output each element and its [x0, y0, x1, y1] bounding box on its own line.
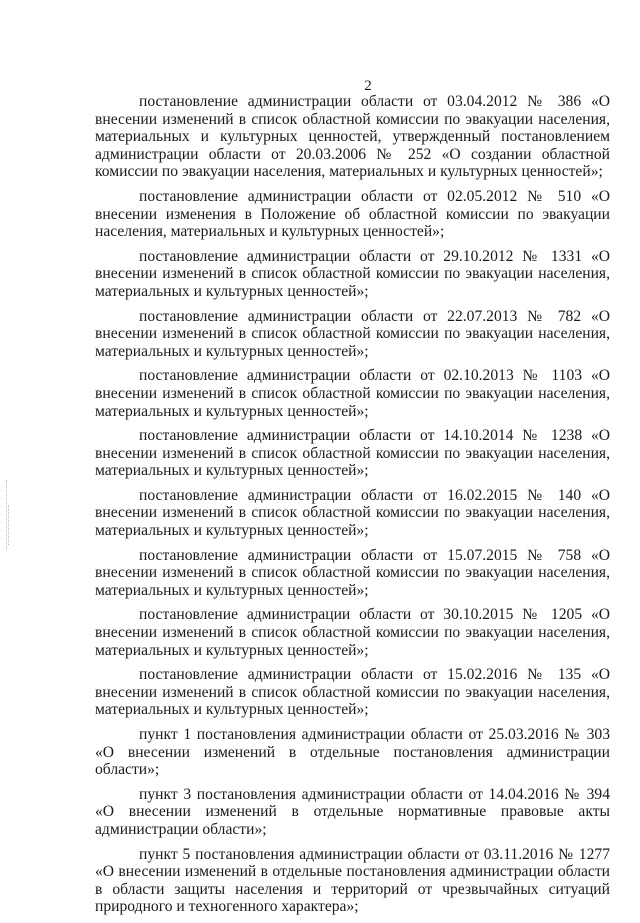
paragraph-resolution-1238: постановление администрации области от 14.10.2014 № 1238 «О внесении изменений в список областной комиссии по эвакуации населения, материальных и культурных ценностей»; [95, 427, 610, 480]
paragraph-resolution-140: постановление администрации области от 16.02.2015 № 140 «О внесении изменений в список областной комиссии по эвакуации населения, материальных и культурных ценностей»; [95, 486, 610, 540]
paragraph-resolution-510: постановление администрации области от 02.05.2012 № 510 «О внесении изменения в Положение об областной комиссии по эвакуации населения, материальных и культурных ценностей»; [95, 187, 610, 241]
page-number: 2 [364, 78, 372, 94]
paragraph-item-5-resolution-1277: пункт 5 постановления администрации области от 03.11.2016 № 1277 «О внесении изменений в отдельные постановления администрации области в области защиты населения и территорий от чрезвычайных ситуаций природного и техногенного характера»; [95, 845, 610, 916]
paragraph-resolution-135: постановление администрации области от 15.02.2016 № 135 «О внесении изменений в список областной комиссии по эвакуации населения, материальных и культурных ценностей»; [95, 666, 610, 719]
paragraph-resolution-1205: постановление администрации области от 30.10.2015 № 1205 «О внесении изменений в список областной комиссии по эвакуации населения, материальных и культурных ценностей»; [95, 606, 610, 659]
paragraph-resolution-1331: постановление администрации области от 29.10.2012 № 1331 «О внесении изменений в список областной комиссии по эвакуации населения, материальных и культурных ценностей»; [95, 247, 610, 300]
scan-margin-mark-secondary [8, 505, 11, 545]
paragraph-resolution-782: постановление администрации области от 22.07.2013 № 782 «О внесении изменений в список областной комиссии по эвакуации населения, материальных и культурных ценностей»; [95, 307, 610, 360]
paragraph-resolution-386: постановление администрации области от 03.04.2012 № 386 «О внесении изменений в список областной комиссии по эвакуации населения, материальных и культурных ценностей, утвержденный постановлением администрации области от 20.03.2006 № 252 «О создании областной комиссии по эвакуации населения, материальных и культурных ценностей»; [95, 93, 610, 181]
document-body [95, 93, 610, 923]
paragraph-item-1-resolution-303: пункт 1 постановления администрации области от 25.03.2016 № 303 «О внесении изменений в отдельные постановления администрации области»; [95, 726, 610, 779]
paragraph-resolution-758: постановление администрации области от 15.07.2015 № 758 «О внесении изменений в список областной комиссии по эвакуации населения, материальных и культурных ценностей»; [95, 546, 610, 599]
paragraph-item-3-resolution-394: пункт 3 постановления администрации области от 14.04.2016 № 394 «О внесении изменений в отдельные нормативные правовые акты администрации области»; [95, 785, 610, 838]
paragraph-resolution-1103: постановление администрации области от 02.10.2013 № 1103 «О внесении изменений в список областной комиссии по эвакуации населения, материальных и культурных ценностей»; [95, 367, 610, 420]
